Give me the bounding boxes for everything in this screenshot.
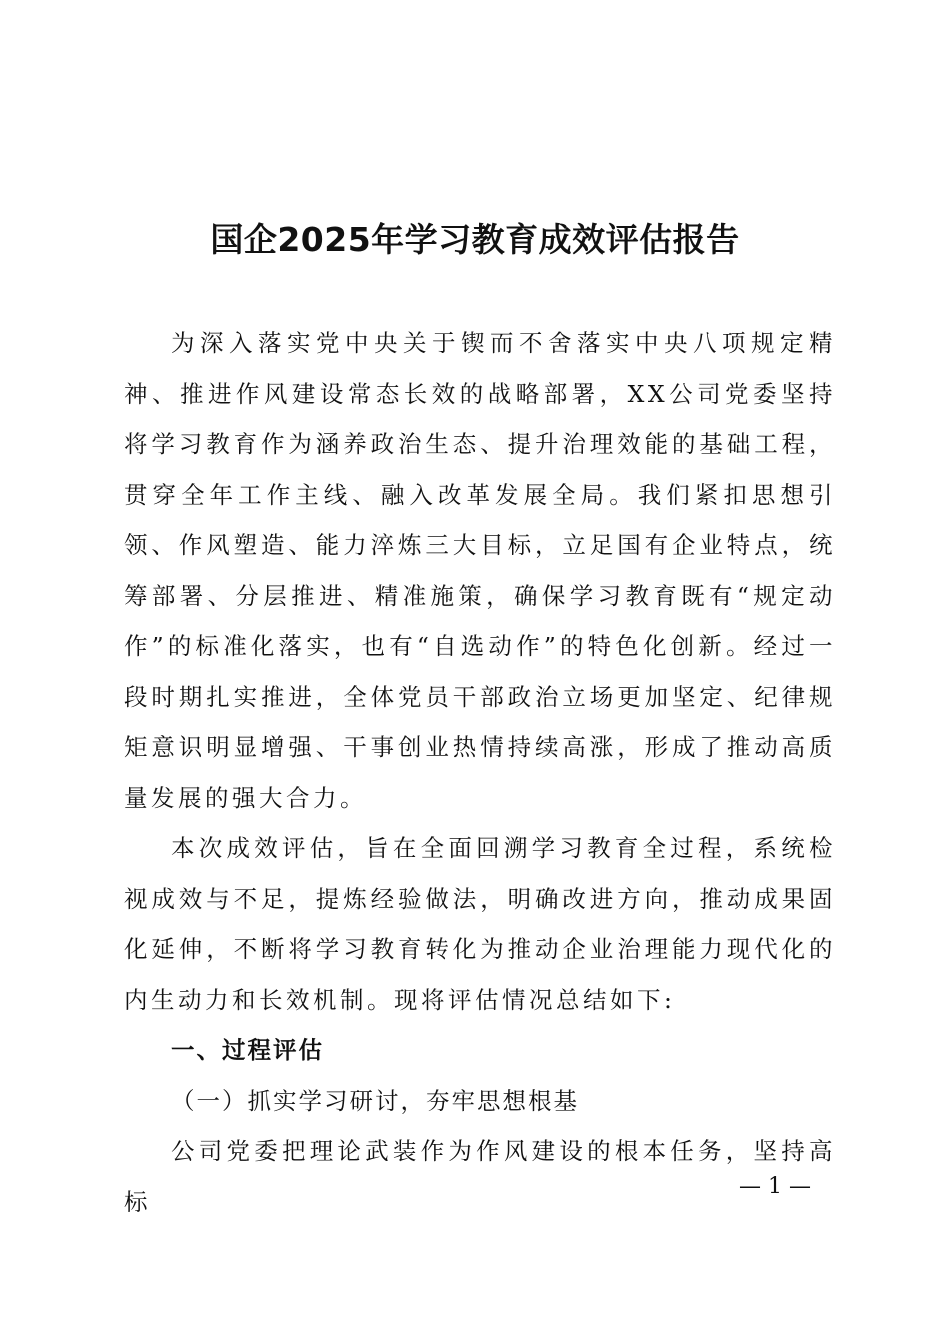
document-title: 国企2025年学习教育成效评估报告 — [210, 220, 740, 259]
section-paragraph: 公司党委把理论武装作为作风建设的根本任务，坚持高标 — [124, 1137, 836, 1216]
page-number: — 1 — — [739, 1174, 811, 1199]
intro-paragraph: 为深入落实党中央关于锲而不舍落实中央八项规定精神、推进作风建设常态长效的战略部署，XX公司党委坚持将学习教育作为涵养政治生态、提升治理效能的基础工程，贯穿全年工作主线、融入改革发展全局。我们紧扣思想引领、作风塑造、能力淬炼三大目标，立足国有企业特点，统筹部署、分层推进、精准施策，确保学习教育既有“规定动作”的标准化落实，也有“自选动作”的特色化创新。经过一段时期扎实推进，全体党员干部政治立场更加坚定、纪律规矩意识明显增强、干事创业热情持续高涨，形成了推动高质量发展的强大合力。 — [124, 329, 836, 812]
subsection-heading: （一）抓实学习研讨，夯牢思想根基 — [171, 1086, 579, 1115]
purpose-paragraph: 本次成效评估，旨在全面回溯学习教育全过程，系统检视成效与不足，提炼经验做法，明确改进方向，推动成果固化延伸，不断将学习教育转化为推动企业治理能力现代化的内生动力和长效机制。现将评估情况总结如下: — [124, 834, 836, 1014]
section-heading: 一、过程评估 — [171, 1036, 324, 1064]
document-body — [124, 318, 836, 1227]
